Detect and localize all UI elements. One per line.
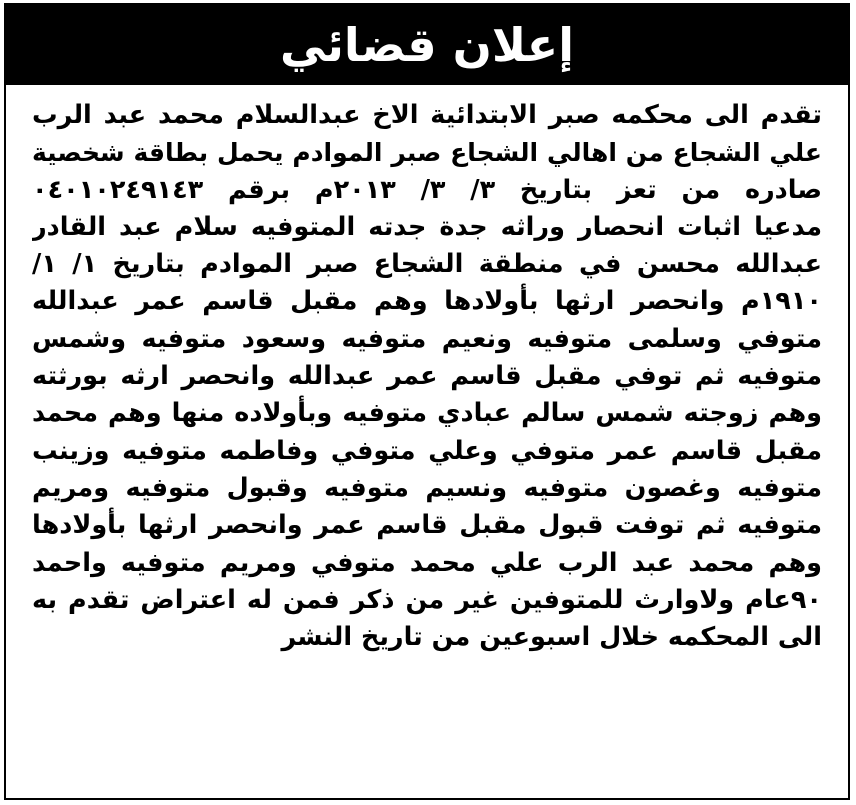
notice-line: ١٩١٠م وانحصر ارثها بأولادها وهم مقبل قاسم عمر عبدالله xyxy=(32,286,822,317)
notice-line: الى المحكمه خلال اسبوعين من تاريخ النشر xyxy=(281,622,822,653)
notice-line: عبدالله محسن في منطقة الشجاع صبر الموادم بتاريخ ١/ ١/ xyxy=(32,249,822,280)
notice-line: صادره من تعز بتاريخ ٣/ ٣/ ٢٠١٣م برقم ٠٤٠١٠٢٤٩١٤٣ xyxy=(32,174,822,205)
notice-line: وهم محمد عبد الرب علي محمد متوفي ومريم متوفيه واحمد xyxy=(32,547,822,578)
notice-line: مدعيا اثبات انحصار وراثه جدة جدته المتوفيه سلام عبد القادر xyxy=(32,211,822,242)
notice-line: تقدم الى محكمه صبر الابتدائية الاخ عبدالسلام محمد عبد الرب xyxy=(32,100,822,130)
notice-line: متوفيه ثم توفي مقبل قاسم عمر عبدالله وانحصر ارثه بورثته xyxy=(32,361,822,392)
notice-body xyxy=(32,97,822,656)
legal-notice xyxy=(4,3,850,800)
notice-line: متوفيه وغصون متوفيه ونسيم متوفيه وقبول متوفيه ومريم xyxy=(32,472,822,503)
notice-line: متوفي وسلمى متوفيه ونعيم متوفيه وسعود متوفيه وشمس xyxy=(32,323,822,354)
notice-line: ٩٠عام ولاوارث للمتوفين غير من ذكر فمن له اعتراض تقدم به xyxy=(32,584,822,615)
notice-line: متوفيه ثم توفت قبول مقبل قاسم عمر وانحصر ارثها بأولادها xyxy=(32,510,822,541)
notice-title: إعلان قضائي xyxy=(280,18,574,72)
notice-line: وهم زوجته شمس سالم عبادي متوفيه وبأولاده منها وهم محمد xyxy=(32,398,822,429)
notice-line: مقبل قاسم عمر متوفي وعلي متوفي وفاطمه متوفيه وزينب xyxy=(32,435,822,466)
notice-line: علي الشجاع من اهالي الشجاع صبر الموادم يحمل بطاقة شخصية xyxy=(32,138,822,168)
notice-header xyxy=(6,5,848,85)
